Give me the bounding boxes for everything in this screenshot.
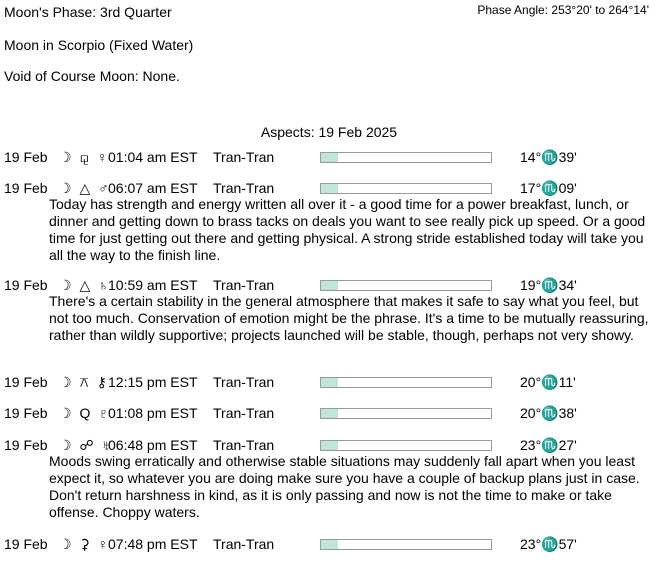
aspect-type: Tran-Tran	[213, 405, 275, 421]
aspect-symbols: ☽ △ ♄	[59, 277, 111, 293]
aspect-degree: 17°♏09'	[520, 180, 577, 196]
aspects-heading: Aspects: 19 Feb 2025	[260, 124, 398, 140]
aspect-strength-bar	[320, 152, 492, 163]
aspect-time: 01:04 am EST	[108, 149, 198, 165]
aspect-date: 19 Feb	[4, 374, 48, 390]
moon-sign-label: Moon in Scorpio (Fixed Water)	[4, 37, 194, 53]
aspect-strength-bar	[320, 183, 492, 194]
aspect-degree: 20°♏11'	[520, 374, 576, 390]
aspect-symbols: ☽ ⚻ ⚷	[59, 374, 109, 390]
aspect-time: 01:08 pm EST	[108, 405, 198, 421]
aspect-strength-bar	[320, 280, 492, 291]
aspect-degree: 19°♏34'	[520, 277, 577, 293]
aspect-strength-fill	[321, 540, 338, 549]
aspect-type: Tran-Tran	[213, 536, 275, 552]
aspect-date: 19 Feb	[4, 437, 48, 453]
aspect-strength-bar	[320, 408, 492, 419]
aspect-symbols: ☽ ☍ ♅	[59, 437, 115, 453]
aspect-date: 19 Feb	[4, 180, 48, 196]
aspect-symbols: ☽ ⚼ ♀	[59, 149, 110, 165]
aspect-type: Tran-Tran	[213, 374, 275, 390]
void-of-course-label: Void of Course Moon: None.	[4, 68, 180, 84]
aspect-row	[0, 536, 658, 554]
aspect-time: 07:48 pm EST	[108, 536, 198, 552]
aspect-interpretation: There's a certain stability in the general atmosphere that makes it safe to say what you feel, but not too much. Conservation of emotion might be the phrase. It's a time to be mutually reassuring, rather than wildly supportive; projects launched will be stable, though, perhaps not very showy.	[49, 293, 649, 343]
aspect-date: 19 Feb	[4, 405, 48, 421]
aspect-symbols: ☽ ⚳ ♀	[59, 536, 111, 552]
aspect-interpretation: Moods swing erratically and otherwise stable situations may suddenly fall apart when you least expect it, so whatever you are doing make sure you have a couple of backup plans just in case. Don't return harshness in kind, as it is only passing and now is not the time to make or take offense. Choppy waters.	[49, 453, 640, 520]
aspect-date: 19 Feb	[4, 536, 48, 552]
aspect-type: Tran-Tran	[213, 437, 275, 453]
aspect-time: 06:07 am EST	[108, 180, 198, 196]
aspect-strength-bar	[320, 377, 492, 388]
aspect-interpretation: Today has strength and energy written all over it - a good time for a power breakfast, lunch, or dinner and getting down to brass tacks on deals you want to see really pick up speed. Or a good time for just getting out there and getting physical. A strong stride established today will take you all the way to the finish line.	[49, 196, 646, 263]
aspect-degree: 14°♏39'	[520, 149, 577, 165]
aspect-strength-fill	[321, 184, 338, 193]
aspect-date: 19 Feb	[4, 277, 48, 293]
aspect-time: 12:15 pm EST	[108, 374, 198, 390]
aspect-degree: 23°♏57'	[520, 536, 577, 552]
aspect-strength-bar	[320, 539, 492, 550]
aspect-date: 19 Feb	[4, 149, 48, 165]
phase-angle-label: Phase Angle: 253°20' to 264°14'	[477, 3, 649, 17]
aspect-row	[0, 149, 658, 167]
aspect-row	[0, 405, 658, 423]
aspect-strength-fill	[321, 441, 338, 450]
aspect-strength-fill	[321, 378, 338, 387]
aspect-degree: 23°♏27'	[520, 437, 577, 453]
aspect-time: 06:48 pm EST	[108, 437, 198, 453]
aspect-strength-bar	[320, 440, 492, 451]
aspect-strength-fill	[321, 281, 338, 290]
aspect-time: 10:59 am EST	[108, 277, 198, 293]
aspect-type: Tran-Tran	[213, 180, 275, 196]
aspect-row	[0, 374, 658, 392]
aspect-type: Tran-Tran	[213, 149, 275, 165]
aspect-type: Tran-Tran	[213, 277, 275, 293]
aspect-symbols: ☽ △ ♂	[59, 180, 111, 196]
aspect-strength-fill	[321, 409, 338, 418]
moon-phase-label: Moon's Phase: 3rd Quarter	[4, 4, 172, 20]
aspect-strength-fill	[321, 153, 338, 162]
aspect-symbols: ☽ Q ♇	[59, 405, 111, 421]
aspect-degree: 20°♏38'	[520, 405, 577, 421]
